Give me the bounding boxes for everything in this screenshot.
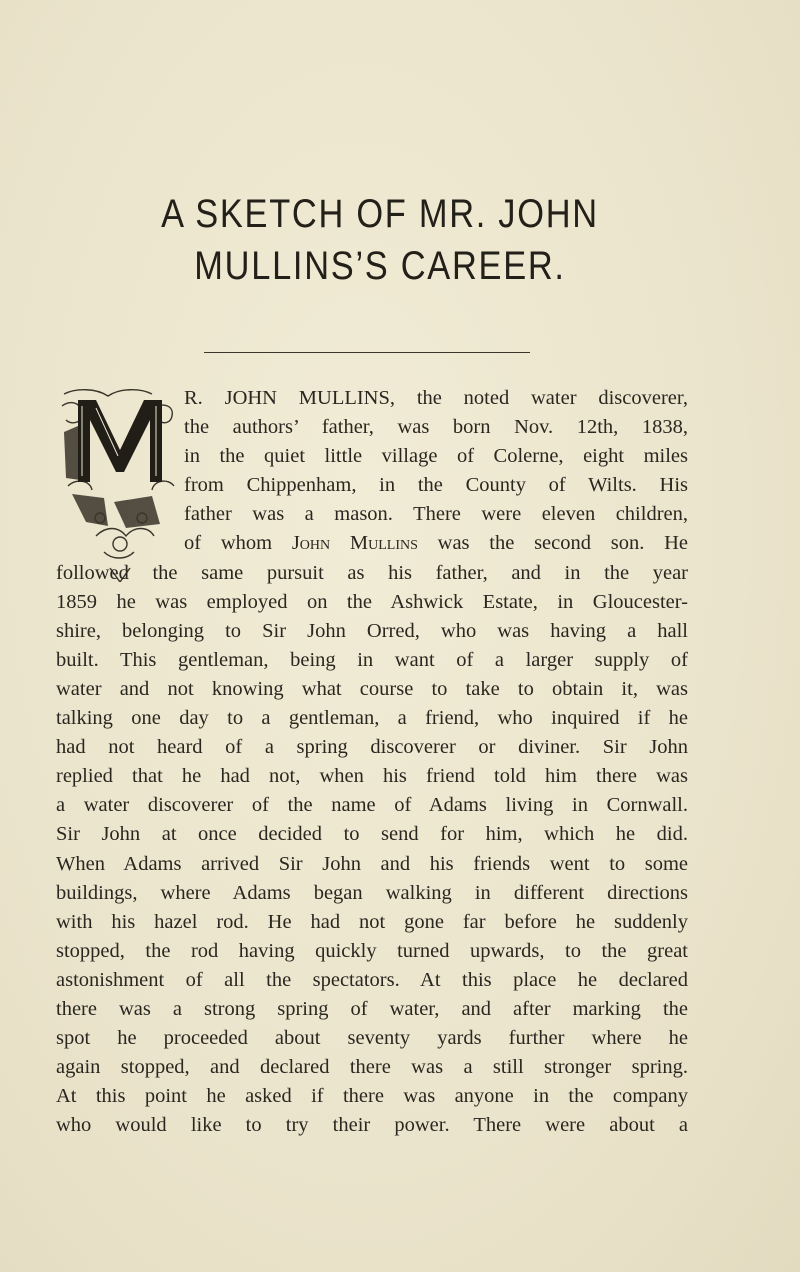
text-line: R. JOHN MULLINS, the noted water discoverer, (184, 387, 688, 409)
text-line: followed the same pursuit as his father, and in the year (56, 561, 688, 584)
text-line: the authors’ father, was born Nov. 12th, 1838, (184, 416, 688, 439)
text-line: with his hazel rod. He had not gone far before he suddenly (56, 910, 688, 933)
text-line: At this point he asked if there was anyone in the company (56, 1085, 688, 1108)
text-line: from Chippenham, in the County of Wilts. His (184, 474, 688, 497)
title-divider (204, 352, 530, 353)
text-line: who would like to try their power. There were about a (56, 1114, 688, 1137)
text-line: shire, belonging to Sir John Orred, who was having a hall (56, 619, 688, 642)
text-line: water and not knowing what course to take to obtain it, was (56, 677, 688, 700)
text-line: in the quiet little village of Colerne, eight miles (184, 445, 688, 468)
text-line: a water discoverer of the name of Adams living in Cornwall. (56, 794, 688, 817)
text-line: 1859 he was employed on the Ashwick Estate, in Gloucester- (56, 590, 688, 613)
text-line: replied that he had not, when his friend told him there was (56, 765, 688, 788)
body-text (56, 384, 688, 1140)
text-line: buildings, where Adams began walking in different directions (56, 881, 688, 904)
chapter-title: A SKETCH OF MR. JOHN MULLINS’S CAREER. (161, 192, 599, 288)
text-line: stopped, the rod having quickly turned upwards, to the great (56, 939, 688, 962)
text-line: spot he proceeded about seventy yards further where he (56, 1027, 688, 1050)
text-line: astonishment of all the spectators. At this place he declared (56, 968, 688, 991)
text-line: When Adams arrived Sir John and his friends went to some (56, 852, 688, 875)
text-line: had not heard of a spring discoverer or diviner. Sir John (56, 736, 688, 759)
text-line: again stopped, and declared there was a still stronger spring. (56, 1056, 688, 1079)
text-line: talking one day to a gentleman, a friend, who inquired if he (56, 707, 688, 730)
text-line: father was a mason. There were eleven children, (184, 503, 688, 526)
text-line: Sir John at once decided to send for him, which he did. (56, 823, 688, 846)
text-line: built. This gentleman, being in want of a larger supply of (56, 648, 688, 671)
text-line: of whom John Mullins was the second son. He (184, 532, 688, 555)
text-line: there was a strong spring of water, and after marking the (56, 997, 688, 1020)
small-caps-name: John Mullins (291, 532, 418, 555)
